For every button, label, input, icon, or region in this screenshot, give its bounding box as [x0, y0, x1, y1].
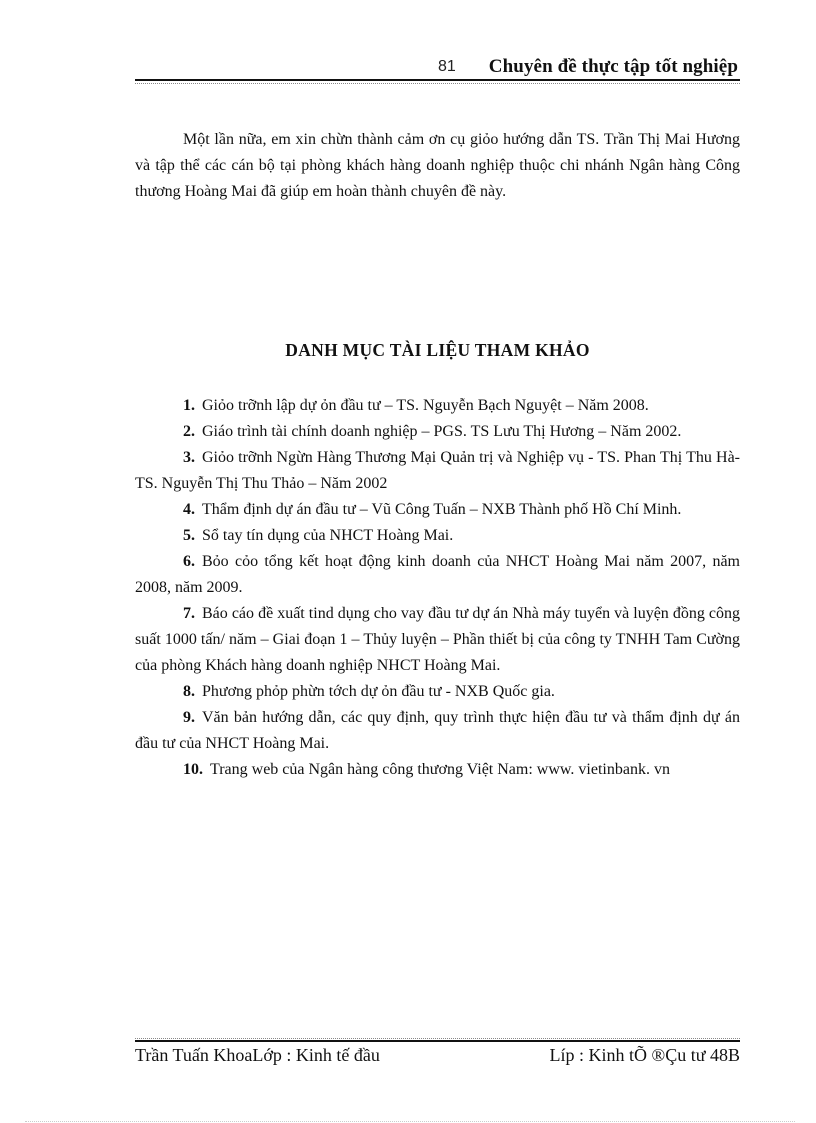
reference-item [135, 757, 740, 783]
reference-number: 4. [183, 501, 195, 518]
reference-item [135, 497, 740, 523]
page-number: 81 [438, 58, 456, 75]
reference-number: 6. [183, 553, 195, 570]
reference-item [135, 679, 740, 705]
intro-paragraph: Một lần nữa, em xin chừn thành cảm ơn cụ giỏo hướng dẫn TS. Trần Thị Mai Hương và tập thể các cán bộ tại phòng khách hàng doanh nghiệp thuộc chi nhánh Ngân hàng Công thương Hoàng Mai đã giúp em hoàn thành chuyên đề này. [135, 131, 740, 200]
page-footer [135, 1045, 740, 1069]
reference-text: Giỏo trỡnh Ngừn Hàng Thương Mại Quản trị và Nghiệp vụ - TS. Phan Thị Thu Hà-TS. Nguyễn Thị Thu Thảo – Năm 2002 [135, 449, 740, 492]
reference-number: 2. [183, 423, 195, 440]
reference-item [135, 523, 740, 549]
page-bottom-edge [25, 1121, 795, 1122]
reference-text: Báo cáo đề xuất tind dụng cho vay đầu tư dự án Nhà máy tuyển và luyện đồng công suất 1000 tấn/ năm – Giai đoạn 1 – Thủy luyện – Phần thiết bị của công ty TNHH Tam Cường của phòng Khách hàng doanh nghiệp NHCT Hoàng Mai. [135, 605, 740, 674]
reference-item [135, 419, 740, 445]
reference-text: Phương phỏp phừn tớch dự ỏn đầu tư - NXB Quốc gia. [202, 683, 555, 700]
reference-list [135, 393, 740, 783]
reference-text: Thẩm định dự án đầu tư – Vũ Công Tuấn – NXB Thành phố Hồ Chí Minh. [202, 501, 682, 518]
reference-number: 5. [183, 527, 195, 544]
reference-item [135, 601, 740, 679]
reference-item [135, 549, 740, 601]
reference-text: Bỏo cỏo tổng kết hoạt động kinh doanh của NHCT Hoàng Mai năm 2007, năm 2008, năm 2009. [135, 553, 740, 596]
footer-divider-dotted [135, 1038, 740, 1039]
reference-number: 9. [183, 709, 195, 726]
footer-class: Líp : Kinh tÕ ®Çu tư 48B [549, 1045, 740, 1065]
section-title: DANH MỤC TÀI LIỆU THAM KHẢO [285, 340, 590, 360]
header-divider [135, 79, 740, 81]
reference-number: 8. [183, 683, 195, 700]
reference-number: 10. [183, 761, 203, 778]
header-divider-dotted [135, 83, 740, 84]
reference-text: Giáo trình tài chính doanh nghiệp – PGS. TS Lưu Thị Hương – Năm 2002. [202, 423, 682, 440]
reference-number: 7. [183, 605, 195, 622]
header-title: Chuyên đề thực tập tốt nghiệp [488, 56, 738, 77]
reference-text: Trang web của Ngân hàng công thương Việt Nam: www. vietinbank. vn [210, 761, 670, 778]
reference-item [135, 705, 740, 757]
footer-author: Trần Tuấn KhoaLớp : Kinh tế đầu [135, 1045, 380, 1065]
reference-number: 1. [183, 397, 195, 414]
reference-text: Văn bản hướng dẫn, các quy định, quy trình thực hiện đầu tư và thẩm định dự án đầu tư của NHCT Hoàng Mai. [135, 709, 740, 752]
intro-section [135, 127, 740, 205]
reference-number: 3. [183, 449, 195, 466]
reference-item [135, 445, 740, 497]
footer-divider [135, 1040, 740, 1042]
reference-item [135, 393, 740, 419]
reference-text: Giỏo trỡnh lập dự ỏn đầu tư – TS. Nguyễn Bạch Nguyệt – Năm 2008. [202, 397, 649, 414]
reference-text: Sổ tay tín dụng của NHCT Hoàng Mai. [202, 527, 454, 544]
